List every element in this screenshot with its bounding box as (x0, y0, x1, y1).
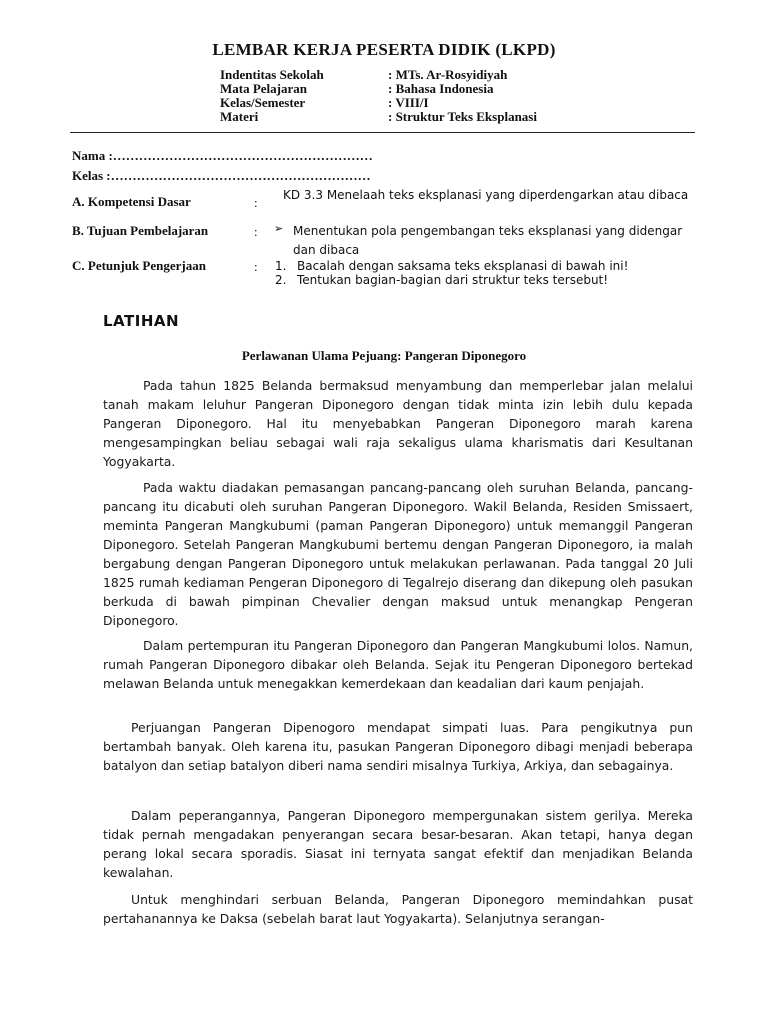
identity-value: : Bahasa Indonesia (388, 81, 494, 96)
arrow-bullet-icon: ➢ (274, 223, 284, 235)
text-title: Perlawanan Ulama Pejuang: Pangeran Diponegoro (241, 348, 527, 363)
identity-block (220, 68, 537, 124)
section-a-label: A. Kompetensi Dasar (72, 194, 191, 209)
list-item-text: Tentukan bagian-bagian dari struktur teks tersebut! (297, 273, 609, 287)
list-item (275, 273, 628, 287)
paragraph-6 (103, 890, 693, 928)
paragraph-1 (103, 376, 693, 471)
identity-label: Materi (220, 109, 259, 124)
identity-row-class (220, 96, 537, 110)
paragraph-4 (103, 718, 693, 775)
name-field[interactable]: Nama :…………………………………………………… (72, 148, 373, 163)
identity-label: Mata Pelajaran (220, 81, 308, 96)
section-b-colon: : (254, 224, 258, 239)
paragraph-3 (103, 636, 693, 693)
instruction-list (275, 259, 628, 287)
paragraph-text: Dalam pertempuran itu Pangeran Diponegoro dan Pangeran Mangkubumi lolos. Namun, rumah Pangeran Diponegoro dibakar oleh Belanda. Sejak itu Pengeran Diponegoro bertekad melawan Belanda untuk menegakkan kemerdekaan dan keadalian dari kaum penjajah. (103, 638, 693, 691)
identity-row-school (220, 68, 537, 82)
list-item-number: 2. (275, 273, 287, 287)
identity-value: : VIII/I (388, 95, 429, 110)
section-b-value: Menentukan pola pengembangan teks eksplanasi yang didengar dan dibaca (293, 224, 683, 257)
identity-row-material (220, 110, 537, 124)
paragraph-text: Perjuangan Pangeran Dipenogoro mendapat simpati luas. Para pengikutnya pun bertambah banyak. Oleh karena itu, pasukan Pangeran Diponegoro dibagi menjadi beberapa batalyon dan setiap batalyon diberi nama sendiri misalnya Turkiya, Arkiya, dan sebagainya. (103, 720, 693, 773)
identity-value: : Struktur Teks Eksplanasi (388, 109, 537, 124)
list-item (275, 259, 628, 273)
exercise-heading: LATIHAN (103, 312, 180, 330)
list-item-text: Bacalah dengan saksama teks eksplanasi di bawah ini! (297, 259, 629, 273)
paragraph-text: Dalam peperangannya, Pangeran Diponegoro mempergunakan sistem gerilya. Mereka tidak pernah mengadakan penyerangan secara besar-besaran. Akan tetapi, hanya degan perang lokal secara sporadis. Siasat ini ternyata sangat efektif dan menjadikan Belanda kewalahan. (103, 808, 693, 880)
identity-label: Kelas/Semester (220, 95, 306, 110)
section-a-value: KD 3.3 Menelaah teks eksplanasi yang diperdengarkan atau dibaca (283, 188, 689, 202)
paragraph-text: Pada tahun 1825 Belanda bermaksud menyambung dan memperlebar jalan melalui tanah makam leluhur Pangeran Diponegoro dengan tidak minta izin lebih dulu kepada Pangeran Diponegoro. Hal itu menyebabkan Pangeran Diponegoro marah karena mengesampingkan beliau sebagai wali raja sekaligus ulama kharismatis dari Kesultanan Yogyakarta. (103, 378, 693, 469)
paragraph-2 (103, 478, 693, 630)
paragraph-text: Pada waktu diadakan pemasangan pancang-pancang oleh suruhan Belanda, pancang-pancang itu dicabuti oleh suruhan Pangeran Diponegoro. Wakil Belanda, Residen Smissaert, meminta Pangeran Mangkubumi (paman Pangeran Diponegoro) untuk memanggil Pangeran Diponegoro. Setelah Pangeran Mangkubumi bertemu dengan Pangeran Diponegoro, ia malah bergabung dengan Pangeran Diponegoro untuk melakukan perlawanan. Pada tanggal 20 Juli 1825 rumah kediaman Pengeran Diponegoro di Tegalrejo diserang dan dikepung oleh pasukan berkuda di bawah pimpinan Chevalier dengan maksud untuk menangkap Pengeran Diponegoro. (103, 480, 693, 628)
section-c-label: C. Petunjuk Pengerjaan (72, 258, 206, 273)
class-field[interactable]: Kelas :…………………………………………………… (72, 168, 371, 183)
list-item-number: 1. (275, 259, 287, 273)
paragraph-5 (103, 806, 693, 882)
section-b-label: B. Tujuan Pembelajaran (72, 223, 209, 238)
document-title: LEMBAR KERJA PESERTA DIDIK (LKPD) (212, 40, 556, 59)
identity-row-subject (220, 82, 537, 96)
header-divider (70, 132, 695, 133)
section-c-colon: : (254, 259, 258, 274)
section-a-colon: : (254, 195, 258, 210)
paragraph-text: Untuk menghindari serbuan Belanda, Pangeran Diponegoro memindahkan pusat pertahanannya ke Daksa (sebelah barat laut Yogyakarta). Selanjutnya serangan- (103, 892, 693, 926)
identity-label: Indentitas Sekolah (220, 67, 324, 82)
identity-value: : MTs. Ar-Rosyidiyah (388, 67, 508, 82)
